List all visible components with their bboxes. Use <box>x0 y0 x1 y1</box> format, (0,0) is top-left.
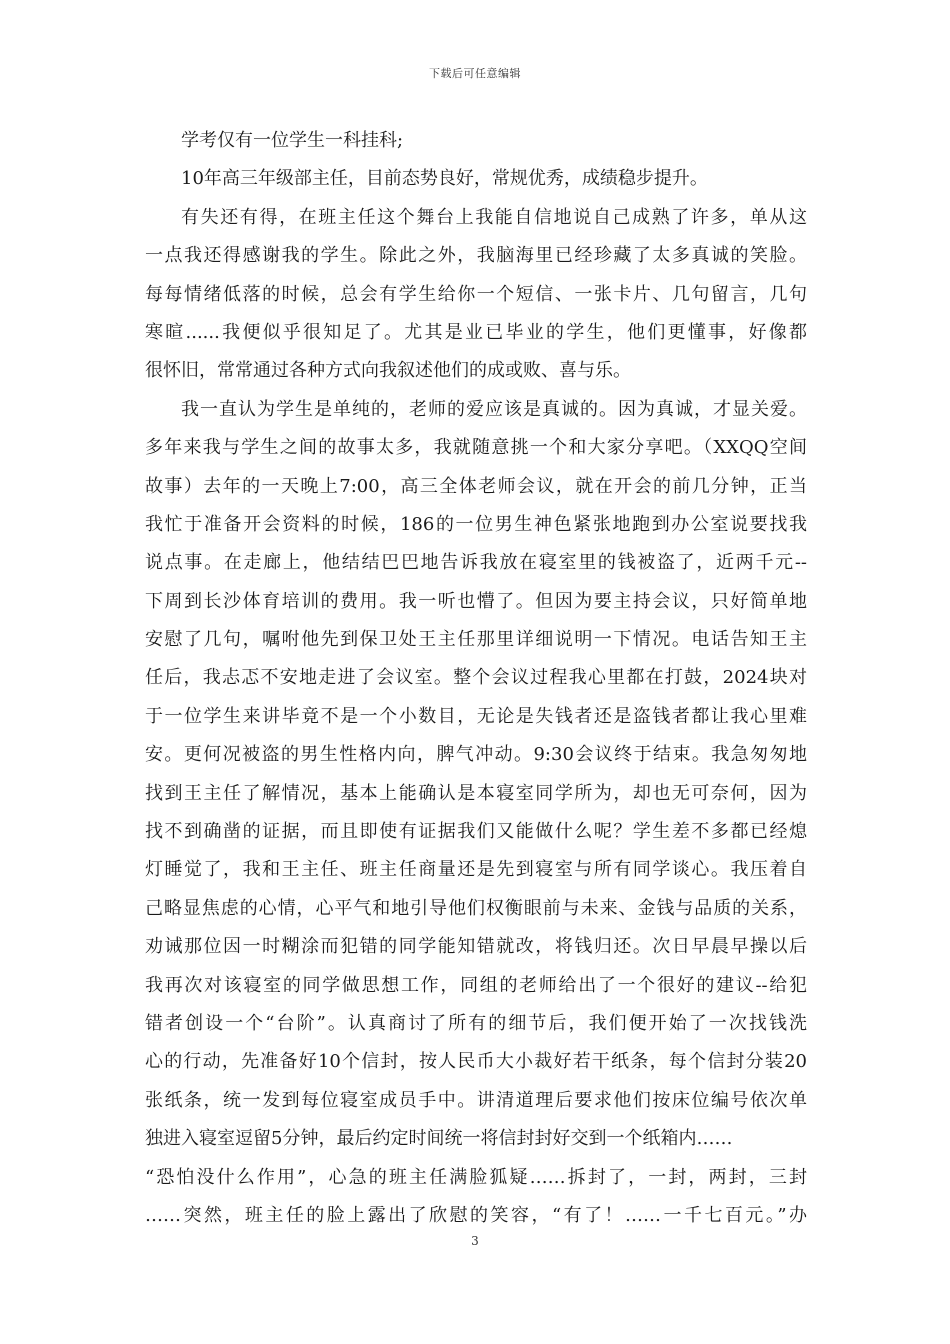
text-line: 独进入寝室逗留5分钟，最后约定时间统一将信封封好交到一个纸箱内…… <box>145 1128 733 1150</box>
text-line: 多年来我与学生之间的故事太多，我就随意挑一个和大家分享吧。（XXQQ空间 <box>145 437 807 459</box>
text-line: 己略显焦虑的心情，心平气和地引导他们权衡眼前与未来、金钱与品质的关系， <box>145 897 807 919</box>
text-line: 我一直认为学生是单纯的，老师的爱应该是真诚的。因为真诚，才显关爱。 <box>181 398 807 420</box>
text-line: 心的行动，先准备好10个信封，按人民币大小裁好若干纸条，每个信封分装20 <box>145 1051 807 1073</box>
text-line: 10年高三年级部主任，目前态势良好，常规优秀，成绩稳步提升。 <box>181 168 708 190</box>
text-line: 一点我还得感谢我的学生。除此之外，我脑海里已经珍藏了太多真诚的笑脸。 <box>145 245 807 267</box>
text-line: 于一位学生来讲毕竟不是一个小数目，无论是失钱者还是盗钱者都让我心里难 <box>145 705 807 727</box>
text-line: 下周到长沙体育培训的费用。我一听也懵了。但因为要主持会议，只好简单地 <box>145 590 807 612</box>
text-line: 学考仅有一位学生一科挂科; <box>181 130 404 151</box>
text-line: 错者创设一个“台阶”。认真商讨了所有的细节后，我们便开始了一次找钱洗 <box>145 1012 807 1034</box>
text-line: 我再次对该寝室的同学做思想工作，同组的老师给出了一个很好的建议--给犯 <box>145 974 807 996</box>
page-number: 3 <box>471 1234 479 1248</box>
text-line: 安。更何况被盗的男生性格内向，脾气冲动。9:30会议终于结束。我急匆匆地 <box>145 744 807 766</box>
text-line: 故事）去年的一天晚上7:00，高三全体老师会议，就在开会的前几分钟，正当 <box>145 475 807 497</box>
document-body <box>145 122 807 1235</box>
page-header: 下载后可任意编辑 <box>429 67 521 80</box>
text-line: ……突然，班主任的脸上露出了欣慰的笑容，“有了！……一千七百元。”办 <box>145 1204 807 1226</box>
text-line: 我忙于准备开会资料的时候，186的一位男生神色紧张地跑到办公室说要找我 <box>145 513 807 535</box>
text-line: 找到王主任了解情况，基本上能确认是本寝室同学所为，却也无可奈何，因为 <box>145 782 807 804</box>
text-line: 劝诫那位因一时糊涂而犯错的同学能知错就改，将钱归还。次日早晨早操以后 <box>145 936 807 958</box>
text-line: 找不到确凿的证据，而且即使有证据我们又能做什么呢？学生差不多都已经熄 <box>145 821 807 843</box>
text-line: “恐怕没什么作用”，心急的班主任满脸狐疑……拆封了，一封，两封，三封 <box>145 1166 807 1188</box>
text-line: 有失还有得，在班主任这个舞台上我能自信地说自己成熟了许多，单从这 <box>181 206 807 228</box>
text-line: 安慰了几句，嘱咐他先到保卫处王主任那里详细说明一下情况。电话告知王主 <box>145 629 807 651</box>
text-line: 灯睡觉了，我和王主任、班主任商量还是先到寝室与所有同学谈心。我压着自 <box>145 859 807 881</box>
text-line: 寒暄......我便似乎很知足了。尤其是业已毕业的学生，他们更懂事，好像都 <box>145 321 807 343</box>
text-line: 任后，我忐忑不安地走进了会议室。整个会议过程我心里都在打鼓，2024块对 <box>145 667 807 689</box>
text-line: 张纸条，统一发到每位寝室成员手中。讲清道理后要求他们按床位编号依次单 <box>145 1089 807 1111</box>
text-line: 说点事。在走廊上，他结结巴巴地告诉我放在寝室里的钱被盗了，近两千元-- <box>145 552 807 574</box>
text-line: 很怀旧，常常通过各种方式向我叙述他们的成或败、喜与乐。 <box>145 360 631 382</box>
text-line: 每每情绪低落的时候，总会有学生给你一个短信、一张卡片、几句留言，几句 <box>145 283 807 305</box>
